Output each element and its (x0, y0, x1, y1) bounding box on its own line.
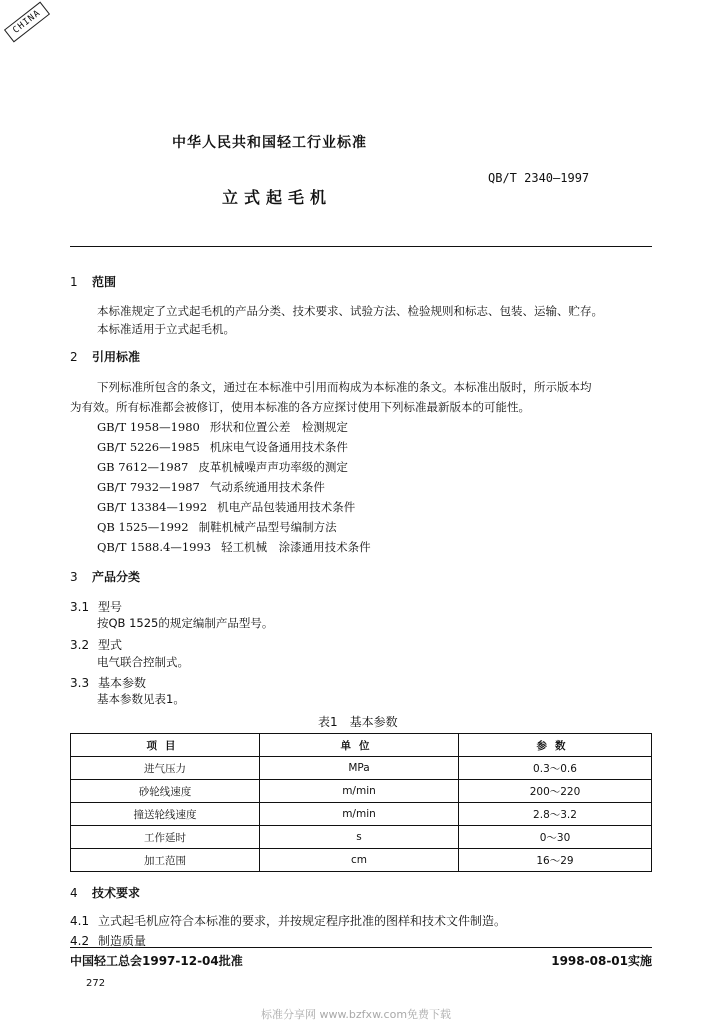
reference-item (97, 479, 325, 495)
reference-title: 制鞋机械产品型号编制方法 (198, 520, 337, 534)
header-divider (70, 246, 652, 247)
table-cell: 2.8～3.2 (459, 803, 652, 826)
table-row (71, 826, 652, 849)
reference-item (97, 459, 348, 475)
subsection-title: 型式 (98, 638, 123, 652)
section-2-heading (70, 348, 140, 365)
section-4-1 (70, 912, 506, 929)
section-4-heading (70, 884, 140, 901)
reference-item (97, 519, 337, 535)
reference-title: 机床电气设备通用技术条件 (209, 440, 348, 454)
reference-item (97, 439, 348, 455)
reference-item (97, 499, 355, 515)
subsection-number: 3.1 (70, 600, 90, 614)
table-row (71, 803, 652, 826)
reference-code: GB/T 1958—1980 (97, 420, 200, 434)
table-cell: 0.3～0.6 (459, 757, 652, 780)
section-title: 技术要求 (92, 886, 141, 900)
section-3-2-text: 电气联合控制式。 (97, 655, 189, 669)
table-cell: s (260, 826, 459, 849)
section-title: 范围 (92, 275, 117, 289)
table-header-cell: 项目 (71, 734, 260, 757)
effective-date-line: 1998-08-01实施 (551, 954, 652, 968)
table-cell: MPa (260, 757, 459, 780)
subsection-number: 3.3 (70, 676, 90, 690)
basic-parameters-table (70, 733, 652, 872)
reference-item (97, 539, 371, 555)
subsection-title: 型号 (98, 600, 123, 614)
section-number: 3 (70, 570, 78, 584)
table-row (71, 849, 652, 872)
table-header-cell: 参数 (459, 734, 652, 757)
section-1-heading (70, 273, 116, 290)
approval-line: 中国轻工总会1997-12-04批准 (70, 954, 243, 968)
section-3-1-heading (70, 598, 122, 615)
table-cell: cm (260, 849, 459, 872)
reference-title: 轻工机械 涂漆通用技术条件 (221, 540, 371, 554)
table-cell: m/min (260, 780, 459, 803)
reference-code: GB 7612—1987 (97, 460, 189, 474)
section-title: 引用标准 (92, 350, 141, 364)
reference-code: QB/T 1588.4—1993 (97, 540, 212, 554)
page-number: 272 (86, 978, 106, 989)
section-2-paragraph-line-1: 下列标准所包含的条文，通过在本标准中引用而构成为本标准的条文。本标准出版时，所示版本均 (97, 380, 592, 394)
standard-category-title: 中华人民共和国轻工行业标准 (172, 135, 367, 151)
section-number: 2 (70, 350, 78, 364)
section-2-paragraph-line-2: 为有效。所有标准都会被修订，使用本标准的各方应探讨使用下列标准最新版本的可能性。 (70, 400, 530, 414)
table-row (71, 757, 652, 780)
reference-title: 气动系统通用技术条件 (209, 480, 325, 494)
section-title: 产品分类 (92, 570, 141, 584)
reference-title: 形状和位置公差 检测规定 (209, 420, 348, 434)
table-1-caption: 表1 基本参数 (318, 715, 398, 729)
section-3-heading (70, 568, 140, 585)
footer-divider (70, 947, 652, 948)
table-cell: 工作延时 (71, 826, 260, 849)
section-3-2-heading (70, 636, 122, 653)
table-cell: 16～29 (459, 849, 652, 872)
subsection-title: 基本参数 (98, 676, 147, 690)
reference-item (97, 419, 348, 435)
section-1-paragraph-1: 本标准规定了立式起毛机的产品分类、技术要求、试验方法、检验规则和标志、包装、运输、贮存。 (97, 304, 603, 318)
table-cell: 砂轮线速度 (71, 780, 260, 803)
document-title: 立式起毛机 (222, 188, 333, 207)
table-header-cell: 单位 (260, 734, 459, 757)
document-code: QB/T 2340—1997 (488, 171, 590, 185)
subsection-number: 3.2 (70, 638, 90, 652)
table-cell: 撞送轮线速度 (71, 803, 260, 826)
section-3-3-heading (70, 674, 146, 691)
table-header-row (71, 734, 652, 757)
table-row (71, 780, 652, 803)
reference-title: 机电产品包装通用技术条件 (217, 500, 356, 514)
table-cell: 0～30 (459, 826, 652, 849)
table-cell: 加工范围 (71, 849, 260, 872)
table-cell: 200～220 (459, 780, 652, 803)
section-3-3-text: 基本参数见表1。 (97, 692, 185, 706)
section-number: 4 (70, 886, 78, 900)
table-cell: m/min (260, 803, 459, 826)
subsection-number: 4.1 (70, 914, 90, 928)
reference-code: QB 1525—1992 (97, 520, 189, 534)
subsection-text: 立式起毛机应符合本标准的要求，并按规定程序批准的图样和技术文件制造。 (98, 914, 507, 928)
section-3-1-text: 按QB 1525的规定编制产品型号。 (97, 616, 274, 630)
subsection-number: 4.2 (70, 934, 90, 948)
download-watermark: 标准分享网 www.bzfxw.com免费下载 (260, 1008, 452, 1021)
reference-code: GB/T 13384—1992 (97, 500, 208, 514)
table-cell: 进气压力 (71, 757, 260, 780)
section-number: 1 (70, 275, 78, 289)
reference-code: GB/T 5226—1985 (97, 440, 200, 454)
reference-code: GB/T 7932—1987 (97, 480, 200, 494)
subsection-title: 制造质量 (98, 934, 147, 948)
reference-title: 皮革机械噪声声功率级的测定 (198, 460, 348, 474)
section-1-paragraph-2: 本标准适用于立式起毛机。 (97, 322, 235, 336)
china-stamp: CHINA (4, 2, 50, 43)
